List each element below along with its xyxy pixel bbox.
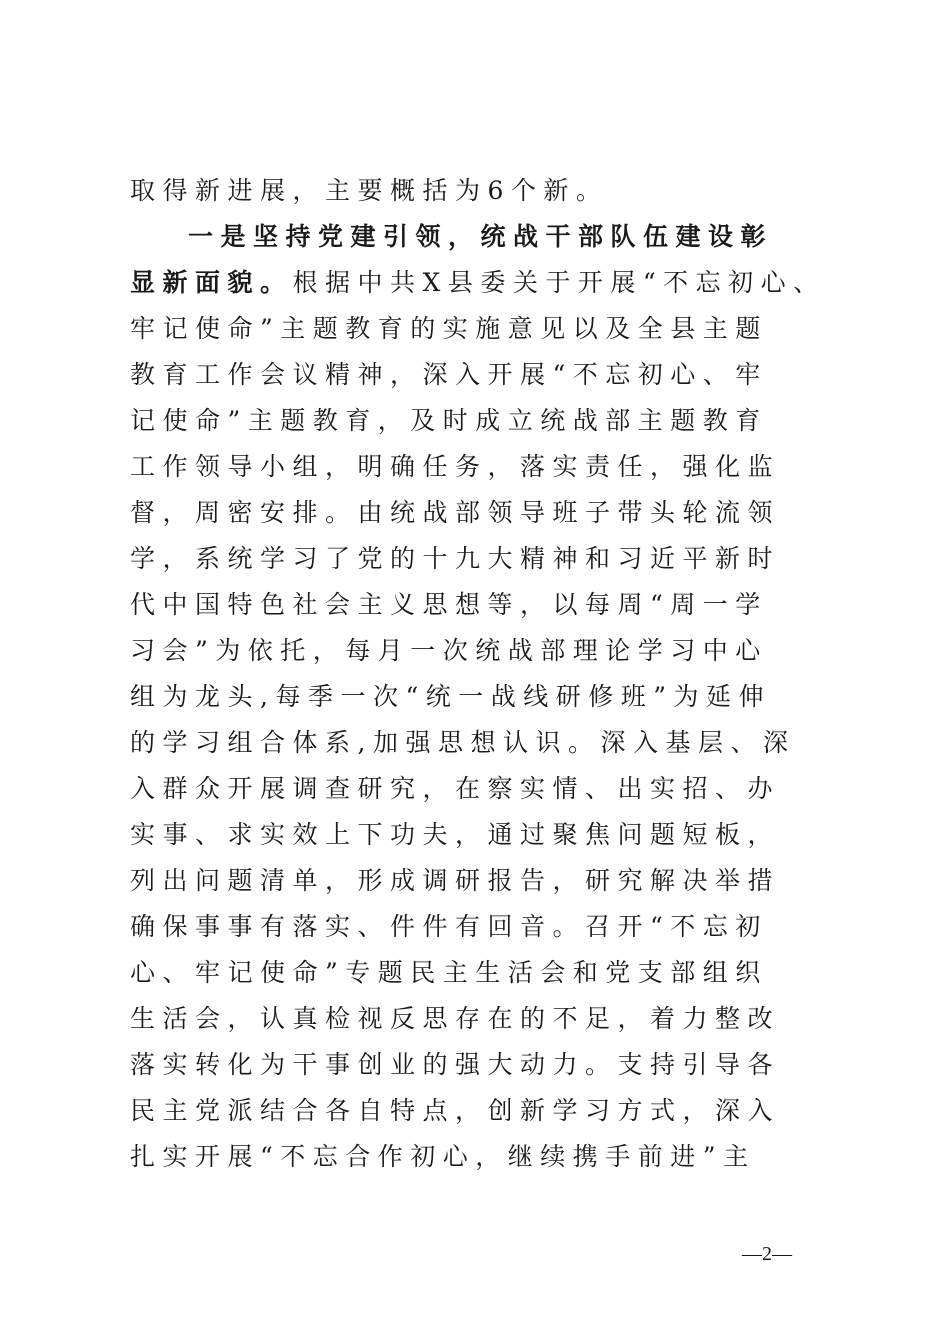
text-line: 落实转化为干事创业的强大动力。支持引导各 [130, 1050, 781, 1079]
text-line: 学，系统学习了党的十九大精神和习近平新时 [130, 544, 781, 573]
text-line: 的学习组合体系,加强思想认识。深入基层、深 [130, 728, 796, 757]
text-line: 代中国特色社会主义思想等，以每周“周一学 [130, 590, 768, 619]
body-text [130, 168, 830, 1180]
text-line [130, 214, 830, 260]
text-line: 组为龙头,每季一次“统一战线研修班”为延伸 [130, 682, 772, 711]
text-line: 列出问题清单，形成调研报告，研究解决举措 [130, 866, 781, 895]
text-line: 取得新进展，主要概括为6个新。 [130, 176, 609, 205]
text-line: 心、牢记使命”专题民主生活会和党支部组织 [130, 958, 768, 987]
page-number: —2— [742, 1243, 792, 1265]
text-line: 工作领导小组，明确任务，落实责任，强化监 [130, 452, 781, 481]
text-line: 教育工作会议精神，深入开展“不忘初心、牢 [130, 360, 768, 389]
text-line: 入群众开展调查研究，在察实情、出实招、办 [130, 774, 781, 803]
text-line: 扎实开展“不忘合作初心，继续携手前进”主 [130, 1142, 756, 1171]
text-line: 督，周密安排。由统战部领导班子带头轮流领 [130, 498, 781, 527]
text-line: 记使命”主题教育，及时成立统战部主题教育 [130, 406, 768, 435]
text-line: 确保事事有落实、件件有回音。召开“不忘初 [130, 912, 768, 941]
text-line: 牢记使命”主题教育的实施意见以及全县主题 [130, 314, 768, 343]
text-line: 生活会，认真检视反思存在的不足，着力整改 [130, 1004, 781, 1033]
text-line: 显新面貌。根据中共X县委关于开展“不忘初心、 [130, 268, 826, 297]
text-line: 习会”为依托，每月一次统战部理论学习中心 [130, 636, 768, 665]
section-heading: 一是坚持党建引领，统战干部队伍建设彰 [188, 222, 774, 251]
text-line: 实事、求实效上下功夫，通过聚焦问题短板， [130, 820, 781, 849]
section-heading: 显新面貌。 [130, 268, 293, 297]
text-line: 民主党派结合各自特点，创新学习方式，深入 [130, 1096, 781, 1125]
